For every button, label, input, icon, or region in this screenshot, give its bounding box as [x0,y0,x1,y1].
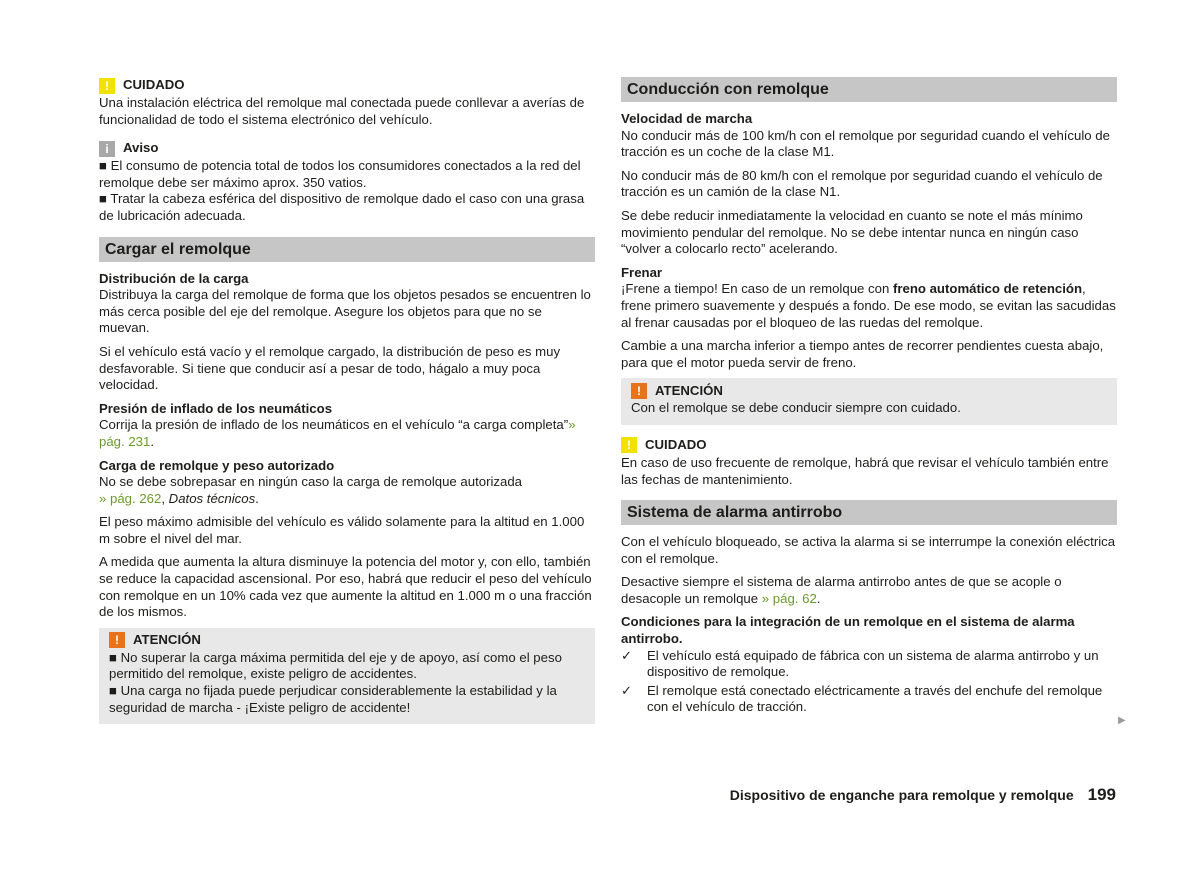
footer-chapter-title: Dispositivo de enganche para remolque y remolque [729,787,1074,803]
aviso-header [99,140,595,157]
page-231-link[interactable]: » pág. 231 [99,417,576,449]
page-62-link[interactable]: » pág. 62 [761,590,817,606]
frenar-bold: freno automático de retención [892,281,1083,297]
page-number: 199 [1087,785,1116,804]
carga-heading: Carga de remolque y peso autorizado [99,457,335,473]
check-icon: ✓ [621,682,633,698]
list-item [621,648,1117,681]
check-icon: ✓ [621,647,633,663]
left-column [99,77,595,736]
info-icon: i [99,141,115,157]
presion-paragraph [99,417,595,450]
alarma-p1: Con el vehículo bloqueado, se activa la alarma si se interrumpe la conexión eléctrica con el remolque. [621,534,1116,566]
carga-sep: , [161,490,169,506]
velocidad-p2: No conducir más de 80 km/h con el remolque por seguridad cuando el vehículo de tracción es un camión de la clase N1. [621,167,1103,200]
vacio-text: Si el vehículo está vacío y el remolque cargado, la distribución de peso es muy desfavorable. Si tiene que conducir así a pesar de todo, hágalo a muy poca velocidad. [99,343,561,393]
page-footer [730,787,1116,804]
velocidad-heading: Velocidad de marcha [621,111,753,126]
peso-text: El peso máximo admisible del vehículo es válido solamente para la altitud en 1.000 m sobre el nivel del mar. [99,514,585,546]
frenar-heading: Frenar [621,264,663,280]
cuidado-notice [99,77,595,128]
presion-heading: Presión de inflado de los neumáticos [99,400,333,416]
right-column [621,77,1117,718]
aviso-item: ■ Tratar la cabeza esférica del dispositivo de remolque dado el caso con una grasa de lubricación adecuada. [99,191,585,223]
cuidado-text: En caso de uso frecuente de remolque, habrá que revisar el vehículo también entre las fechas de mantenimiento. [621,454,1109,487]
cuidado-title: CUIDADO [645,437,707,453]
datos-tecnicos-ref: Datos técnicos [168,490,256,506]
page-262-link[interactable]: » pág. 262 [99,490,162,506]
section-title-conduccion: Conducción con remolque [621,77,1117,102]
altura-text: A medida que aumenta la altura disminuye la potencia del motor y, con ello, también se reduce la capacidad ascensional. Por eso, habrá que reducir el peso del vehículo con remolque en un 10% cada vez que aumente la altitud en 1.000 m o una fracción de los mismos. [99,554,592,620]
list-item-text: El remolque está conectado eléctricamente a través del enchufe del remolque con el vehículo de tracción. [647,682,1103,715]
cuidado-header [621,437,1117,454]
presion-end: . [150,433,155,449]
frenar-paragraph [621,281,1117,331]
cuidado-notice-right [621,437,1117,488]
danger-icon: ! [631,383,647,399]
aviso-title: Aviso [123,140,159,156]
cuidado-text: Una instalación eléctrica del remolque mal conectada puede conllevar a averías de funcionalidad de todo el sistema electrónico del vehículo. [99,95,585,127]
atencion-title: ATENCIÓN [133,632,201,648]
distribucion-text: Distribuya la carga del remolque de forma que los objetos pesados se encuentren lo más cerca posible del eje del remolque. Asegure los objetos para que no se muevan. [99,287,591,336]
condiciones-heading: Condiciones para la integración de un remolque en el sistema de alarma antirrobo. [621,614,1075,647]
atencion-title: ATENCIÓN [655,382,723,398]
atencion-notice-right [621,378,1117,425]
alarma-p2-text: Desactive siempre el sistema de alarma antirrobo antes de que se acople o desacople un remolque [621,574,1062,606]
atencion-header [631,382,1107,399]
alarma-p2-end: . [816,590,821,606]
alarma-p2 [621,574,1117,607]
velocidad-p1: No conducir más de 100 km/h con el remolque por seguridad cuando el vehículo de tracción es un coche de la clase M1. [621,127,1110,160]
carga-paragraph [99,474,595,507]
section-title-cargar-remolque: Cargar el remolque [99,237,595,262]
frenar-p2: Cambie a una marcha inferior a tiempo antes de recorrer pendientes cuesta abajo, para que el motor pueda servir de freno. [621,338,1104,370]
frenar-post: , frene primero suavemente y después a fondo. De ese modo, se evitan las sacudidas al frenar causadas por el bloqueo de las ruedas del remolque. [621,281,1116,330]
list-item [621,683,1117,716]
section-title-alarma: Sistema de alarma antirrobo [621,500,1117,525]
condiciones-list [621,648,1117,716]
atencion-notice-left [99,628,595,724]
continue-arrow-icon: ▶ [1118,715,1126,726]
distribucion-heading: Distribución de la carga [99,270,249,286]
warning-icon: ! [99,78,115,94]
aviso-notice [99,140,595,224]
velocidad-p3: Se debe reducir inmediatamente la velocidad en cuanto se note el más mínimo movimiento pendular del remolque. No se debe intentar nunca en ningún caso “volver a colocarlo recto” acelerando. [621,207,1083,257]
danger-icon: ! [109,632,125,648]
list-item-text: El vehículo está equipado de fábrica con un sistema de alarma antirrobo y un dispositivo de remolque. [647,647,1099,680]
cuidado-title: CUIDADO [123,77,185,93]
frenar-pre: ¡Frene a tiempo! En caso de un remolque con [621,281,893,297]
atencion-item: ■ Una carga no fijada puede perjudicar considerablemente la estabilidad y la seguridad de marcha - ¡Existe peligro de accidente! [109,683,557,715]
cuidado-header [99,77,595,94]
carga-end: . [255,490,259,506]
atencion-header [109,632,585,649]
atencion-text: Con el remolque se debe conducir siempre con cuidado. [631,400,961,416]
carga-text: No se debe sobrepasar en ningún caso la carga de remolque autorizada [99,474,523,490]
warning-icon: ! [621,437,637,453]
atencion-item: ■ No superar la carga máxima permitida del eje y de apoyo, así como el peso permitido del remolque, existe peligro de accidentes. [109,649,562,682]
aviso-item: ■ El consumo de potencia total de todos los consumidores conectados a la red del remolque debe ser máximo aprox. 350 vatios. [99,158,581,190]
presion-text: Corrija la presión de inflado de los neumáticos en el vehículo “a carga completa” [99,417,569,433]
